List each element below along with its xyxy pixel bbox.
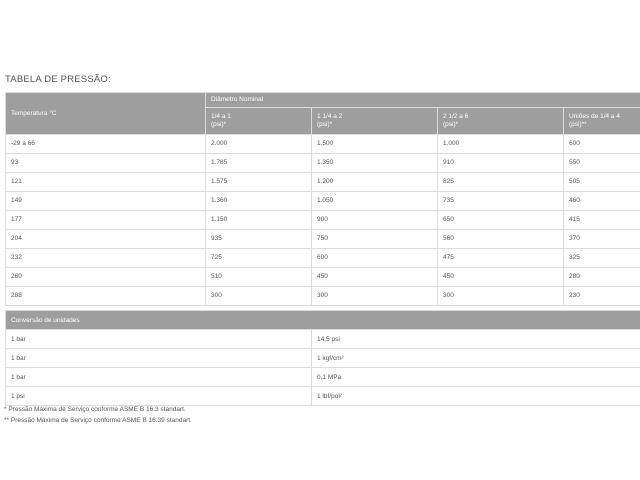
equivalent-cell: 1 kgf/cm² (312, 349, 640, 368)
unit-cell: 1 bar (6, 349, 312, 368)
pressure-cell: 600 (564, 135, 640, 154)
pressure-cell: 475 (438, 249, 564, 268)
pressure-cell: 750 (312, 230, 438, 249)
pressure-cell: 325 (564, 249, 640, 268)
footnote-2: ** Pressão Máxima de Serviço conforme ASME B 16.39 standart. (4, 417, 192, 424)
temperature-cell: 93 (6, 154, 206, 173)
table-row (6, 287, 640, 306)
temperature-cell: 260 (6, 268, 206, 287)
pressure-cell: 505 (564, 173, 640, 192)
temperature-cell: 121 (6, 173, 206, 192)
pressure-cell: 460 (564, 192, 640, 211)
table-row (6, 349, 640, 368)
header-col-1: 1/4 a 1 (psi)* (206, 108, 312, 135)
pressure-cell: 1.350 (312, 154, 438, 173)
pressure-cell: 300 (438, 287, 564, 306)
unit-cell: 1 bar (6, 330, 312, 349)
table-row (6, 154, 640, 173)
conversion-table (5, 310, 640, 406)
table-row (6, 173, 640, 192)
unit-cell: 1 psi (6, 387, 312, 406)
header-nominal-diameter: Diâmetro Nominal (206, 93, 640, 108)
page-title: TABELA DE PRESSÃO: (5, 74, 111, 85)
temperature-cell: 288 (6, 287, 206, 306)
header-col-3: 2 1/2 a 6 (psi)* (438, 108, 564, 135)
table-row (6, 249, 640, 268)
temperature-cell: -29 a 66 (6, 135, 206, 154)
pressure-cell: 280 (564, 268, 640, 287)
pressure-cell: 900 (312, 211, 438, 230)
header-temperature: Temperatura °C (6, 93, 206, 135)
pressure-cell: 1.000 (438, 135, 564, 154)
temperature-cell: 204 (6, 230, 206, 249)
pressure-cell: 935 (206, 230, 312, 249)
pressure-cell: 550 (564, 154, 640, 173)
temperature-cell: 232 (6, 249, 206, 268)
pressure-cell: 450 (312, 268, 438, 287)
pressure-cell: 1.785 (206, 154, 312, 173)
footnote-1: * Pressão Máxima de Serviço conforme ASME B 16.3 standart. (4, 406, 186, 413)
table-row (6, 268, 640, 287)
equivalent-cell: 14,5 psi (312, 330, 640, 349)
table-row (6, 135, 640, 154)
table-row (6, 211, 640, 230)
pressure-cell: 1.360 (206, 192, 312, 211)
table-row (6, 387, 640, 406)
pressure-cell: 1.575 (206, 173, 312, 192)
temperature-cell: 177 (6, 211, 206, 230)
pressure-cell: 1.500 (312, 135, 438, 154)
pressure-cell: 300 (312, 287, 438, 306)
table-row (6, 368, 640, 387)
unit-cell: 1 bar (6, 368, 312, 387)
pressure-cell: 1.200 (312, 173, 438, 192)
pressure-table (5, 92, 640, 306)
pressure-cell: 1.150 (206, 211, 312, 230)
table-row (6, 230, 640, 249)
pressure-cell: 230 (564, 287, 640, 306)
table-row (6, 330, 640, 349)
pressure-cell: 725 (206, 249, 312, 268)
equivalent-cell: 0,1 MPa (312, 368, 640, 387)
pressure-cell: 1.050 (312, 192, 438, 211)
pressure-cell: 910 (438, 154, 564, 173)
pressure-cell: 650 (438, 211, 564, 230)
pressure-cell: 300 (206, 287, 312, 306)
header-col-4: Uniões de 1/4 a 4 (psi)** (564, 108, 640, 135)
pressure-cell: 2.000 (206, 135, 312, 154)
footnotes (4, 404, 192, 426)
pressure-cell: 600 (312, 249, 438, 268)
pressure-cell: 450 (438, 268, 564, 287)
pressure-cell: 510 (206, 268, 312, 287)
pressure-cell: 415 (564, 211, 640, 230)
equivalent-cell: 1 lbf/pol² (312, 387, 640, 406)
pressure-cell: 370 (564, 230, 640, 249)
pressure-cell: 560 (438, 230, 564, 249)
table-row (6, 192, 640, 211)
pressure-cell: 825 (438, 173, 564, 192)
header-col-2: 1 1/4 a 2 (psi)* (312, 108, 438, 135)
temperature-cell: 149 (6, 192, 206, 211)
pressure-cell: 735 (438, 192, 564, 211)
conversion-header: Conversão de unidades (6, 311, 640, 330)
